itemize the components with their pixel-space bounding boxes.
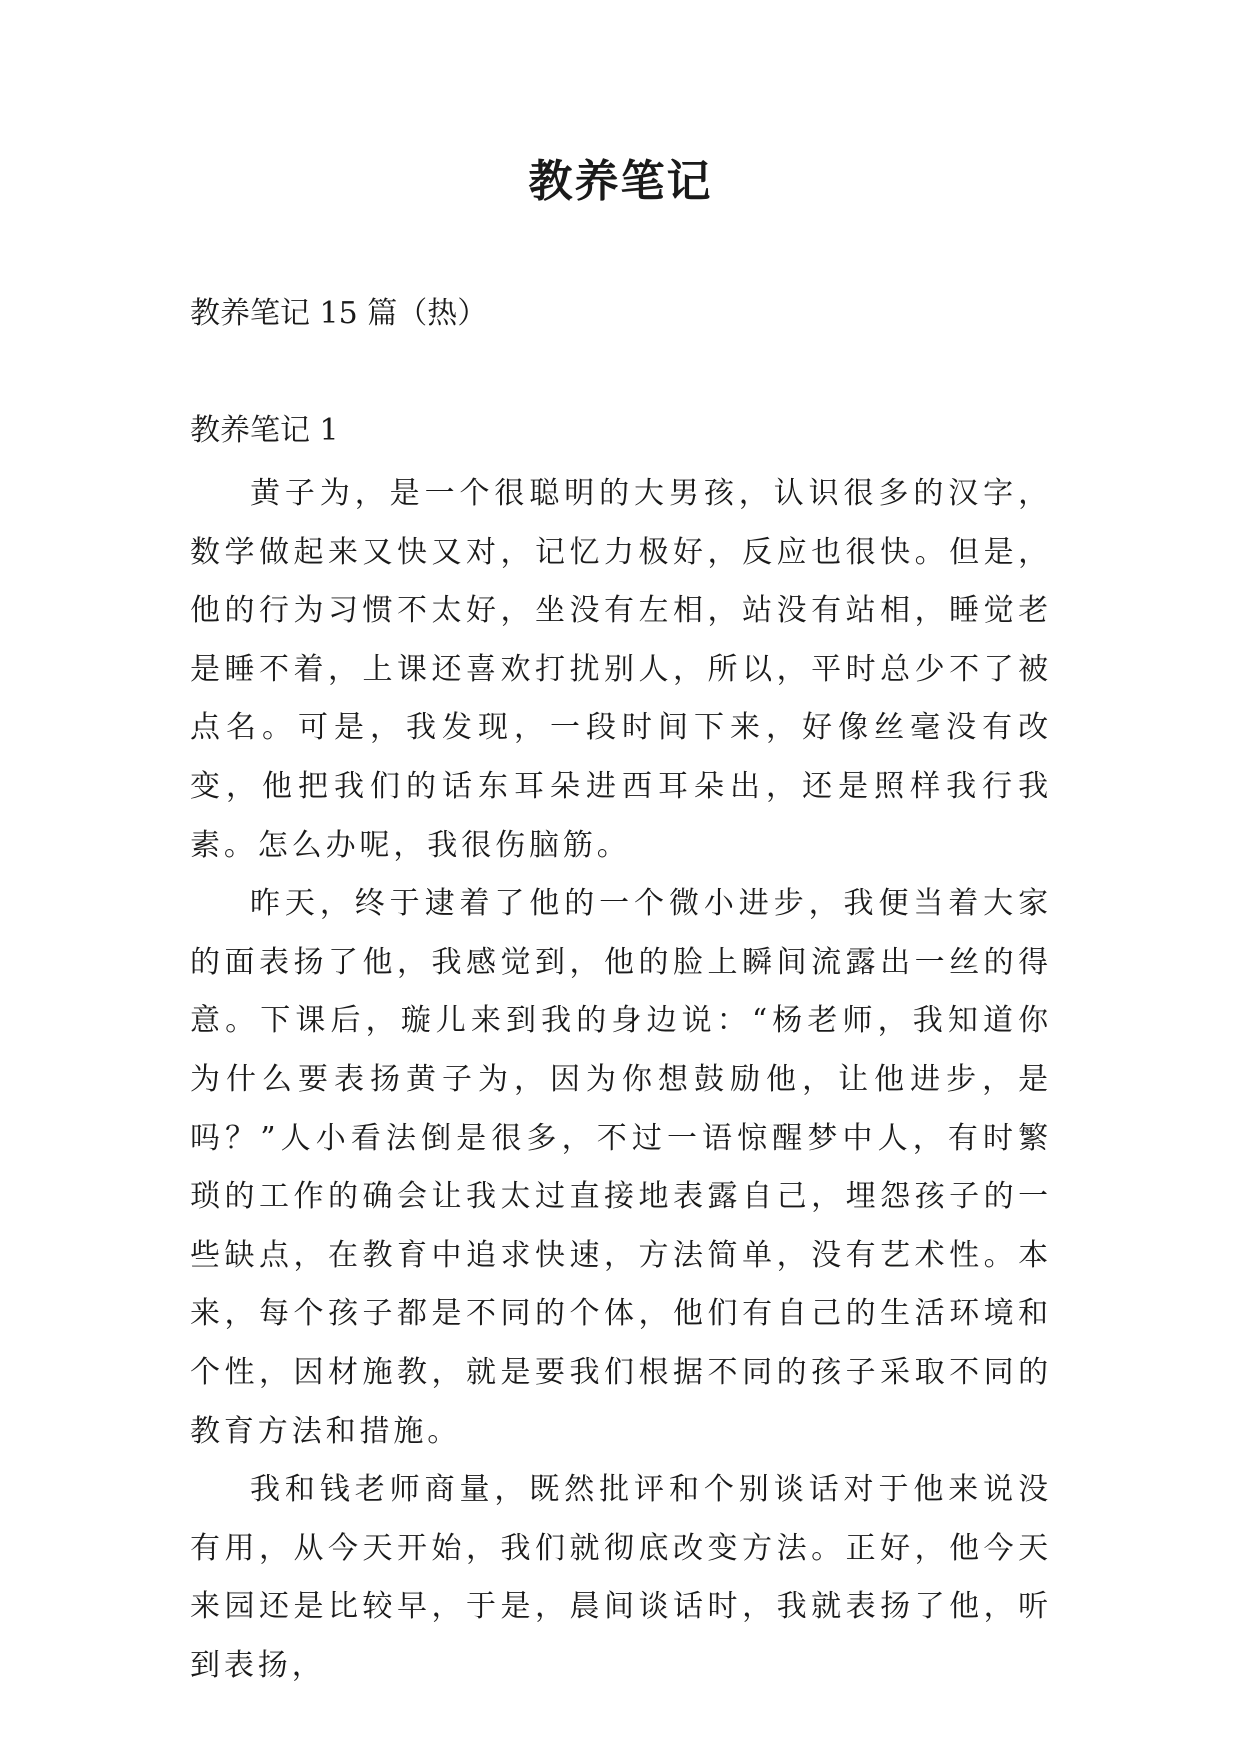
paragraph-2: 昨天，终于逮着了他的一个微小进步，我便当着大家的面表扬了他，我感觉到，他的脸上瞬间流露出一丝的得意。下课后，璇儿来到我的身边说：“杨老师，我知道你为什么要表扬黄子为，因为你想鼓励他，让他进步，是吗？”人小看法倒是很多，不过一语惊醒梦中人，有时繁琐的工作的确会让我太过直接地表露自己，埋怨孩子的一些缺点，在教育中追求快速，方法简单，没有艺术性。本来，每个孩子都是不同的个体，他们有自己的生活环境和个性，因材施教，就是要我们根据不同的孩子采取不同的教育方法和措施。 — [190, 886, 1052, 1449]
body-text — [190, 465, 1052, 1695]
document-title: 教养笔记 — [528, 156, 713, 207]
paragraph-3: 我和钱老师商量，既然批评和个别谈话对于他来说没有用，从今天开始，我们就彻底改变方法。正好，他今天来园还是比较早，于是，晨间谈话时，我就表扬了他，听到表扬， — [190, 1472, 1052, 1683]
section-heading: 教养笔记 1 — [190, 413, 339, 448]
document-subtitle: 教养笔记 15 篇（热） — [190, 296, 488, 331]
paragraph-1: 黄子为，是一个很聪明的大男孩，认识很多的汉字，数学做起来又快又对，记忆力极好，反应也很快。但是，他的行为习惯不太好，坐没有左相，站没有站相，睡觉老是睡不着，上课还喜欢打扰别人，所以，平时总少不了被点名。可是，我发现，一段时间下来，好像丝毫没有改变，他把我们的话东耳朵进西耳朵出，还是照样我行我素。怎么办呢，我很伤脑筋。 — [190, 476, 1052, 863]
